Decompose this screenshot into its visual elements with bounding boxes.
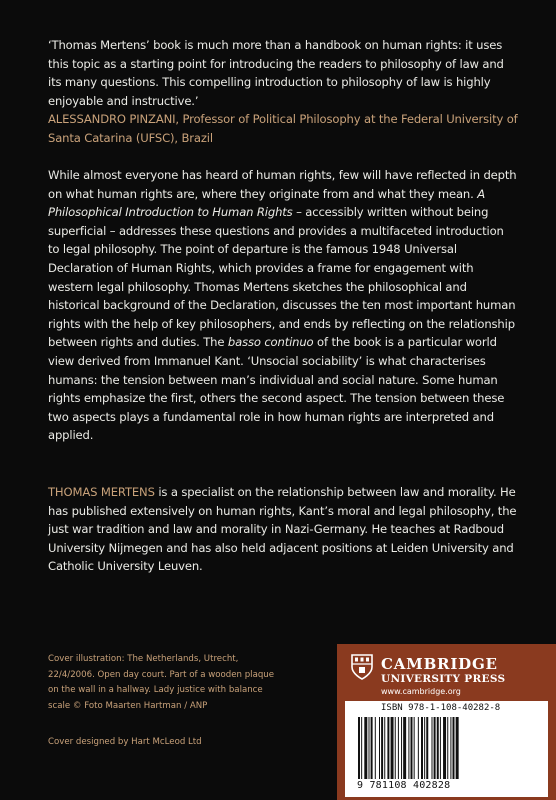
cambridge-shield-icon bbox=[351, 654, 373, 680]
cover-illustration-credit: Cover illustration: The Netherlands, Utrecht, 22/4/2006. Open day court. Part of a wooden plaque on the wall in a hallway. Lady justice with balance scale © Foto Maarten Hartman / ANP bbox=[48, 654, 275, 711]
description-text: While almost everyone has heard of human rights, few will have reflected in depth on what human rights are, where they originate from and what they mean. bbox=[48, 168, 517, 201]
author-bio-text: is a specialist on the relationship between law and morality. He has published extensively on human rights, Kant’s moral and legal philosophy, the just war tradition and law and morality in Nazi-Germany. He teaches at Radboud University Nijmegen and has also held adjacent positions at Leiden University and Catholic University Leuven. bbox=[48, 485, 517, 574]
publisher-panel bbox=[337, 644, 556, 800]
endorsement-quote: ‘Thomas Mertens’ book is much more than a handbook on human rights: it uses this topic as a starting point for introducing the readers to philosophy of law and its many questions. This compelling introduction to philosophy of law is highly enjoyable and instructive.’ bbox=[48, 38, 504, 108]
description-text: – accessibly written without being superficial – addresses these questions and provides a multifaceted introduction to legal philosophy. The point of departure is the famous 1948 Universal Declaration of Human Rights, which provides a frame for engagement with western legal philosophy. Thomas Mertens sketches the philosophical and historical background of the Declaration, discusses the ten most important human rights with the help of key philosophers, and ends by reflecting on the relationship between rights and duties. The bbox=[48, 205, 516, 350]
description-text: of the book is a particular world view derived from Immanuel Kant. ‘Unsocial sociability’ is what characterises humans: the tension between man’s individual and social nature. Some human rights emphasize the first, others the second aspect. The tension between these two aspects plays a fundamental role in how human rights are interpreted and applied. bbox=[48, 335, 505, 443]
endorser-credit: ALESSANDRO PINZANI, Professor of Political Philosophy at the Federal University of Santa Catarina (UFSC), Brazil bbox=[48, 112, 518, 145]
author-name: THOMAS MERTENS bbox=[48, 485, 155, 499]
publisher-url: www.cambridge.org bbox=[381, 687, 461, 696]
publisher-press: UNIVERSITY PRESS bbox=[381, 673, 506, 685]
publisher-logo-area bbox=[337, 644, 556, 700]
isbn-label: ISBN 978-1-108-40282-8 bbox=[381, 703, 501, 713]
book-title-italic: A Philosophical Introduction to Human Rights bbox=[48, 186, 485, 220]
cover-designer-credit: Cover designed by Hart McLeod Ltd bbox=[48, 737, 202, 747]
endorsement-block bbox=[48, 36, 518, 148]
publisher-name: CAMBRIDGE bbox=[381, 655, 498, 673]
book-description bbox=[48, 166, 518, 445]
barcode-digits: 9 781108 402828 bbox=[357, 780, 451, 791]
barcode-icon bbox=[357, 717, 540, 779]
barcode-box bbox=[345, 701, 548, 797]
author-bio bbox=[48, 483, 518, 576]
basso-continuo-italic: basso continuo bbox=[227, 335, 314, 350]
